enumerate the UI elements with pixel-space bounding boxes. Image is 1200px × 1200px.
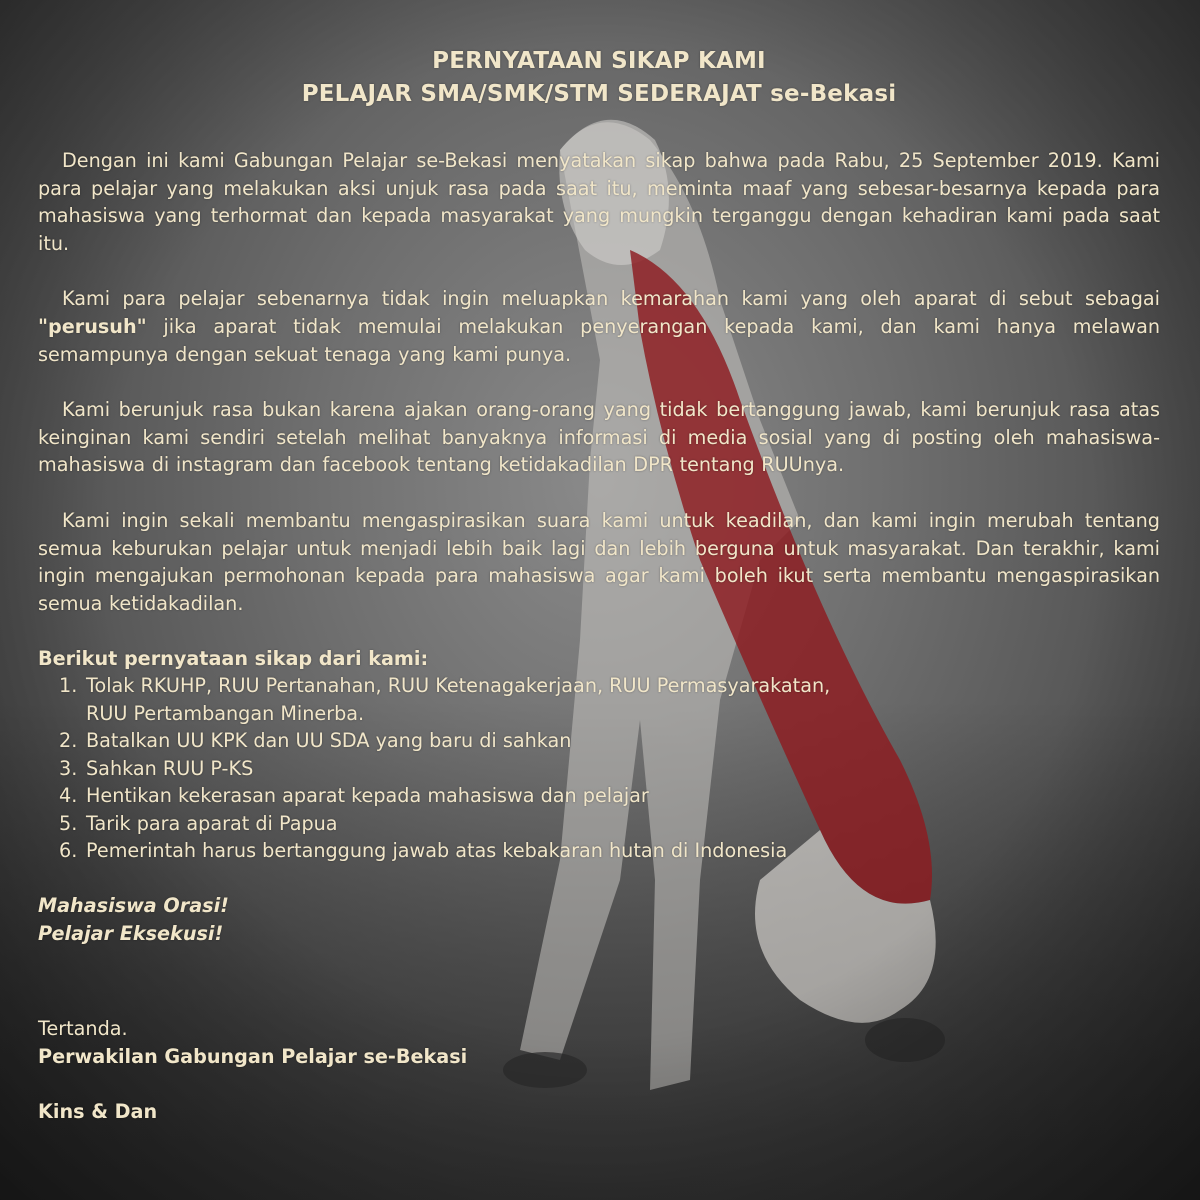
demand-text: Tarik para aparat di Papua <box>86 811 338 835</box>
demand-number: 4. <box>59 784 78 808</box>
demand-text-line: RUU Pertambangan Minerba. <box>86 701 365 725</box>
demand-item <box>59 672 1160 727</box>
title-line-1: PERNYATAAN SIKAP KAMI <box>432 48 766 74</box>
paragraph-motivation: Kami berunjuk rasa bukan karena ajakan orang-orang yang tidak bertanggung jawab, kami berunjuk rasa atas keinginan kami sendiri setelah melihat banyaknya informasi di media sosial yang di posting oleh mahasiswa-mahasiswa di instagram dan facebook tentang ketidakadilan DPR tentang RUUnya. <box>38 398 1160 477</box>
paragraph-rioters <box>38 285 1160 368</box>
demand-text <box>86 672 830 727</box>
paragraph-request: Kami ingin sekali membantu mengaspirasikan suara kami untuk keadilan, dan kami ingin merubah tentang semua keburukan pelajar untuk menjadi lebih baik lagi dan lebih berguna untuk masyarakat. Dan terakhir, kami ingin mengajukan permohonan kepada para mahasiswa agar kami boleh ikut serta membantu mengaspirasikan semua ketidakadilan. <box>38 508 1160 615</box>
paragraph-apology: Dengan ini kami Gabungan Pelajar se-Bekasi menyatakan sikap bahwa pada Rabu, 25 September 2019. Kami para pelajar yang melakukan aksi unjuk rasa pada saat itu, meminta maaf yang sebesar-besarnya kepada para mahasiswa yang terhormat dan kepada masyarakat yang mungkin terganggu dengan kehadiran kami pada saat itu. <box>38 149 1160 255</box>
demand-text: Pemerintah harus bertanggung jawab atas kebakaran hutan di Indonesia <box>86 839 788 863</box>
demand-text: Sahkan RUU P-KS <box>86 756 254 780</box>
demands-heading: Berikut pernyataan sikap dari kami: <box>38 647 429 671</box>
demand-text-line: Tolak RKUHP, RUU Pertanahan, RUU Ketenagakerjaan, RUU Permasyarakatan, <box>86 674 831 698</box>
demand-number: 3. <box>59 756 78 780</box>
statement-title <box>38 45 1160 111</box>
perusuh-quote: "perusuh" <box>38 314 147 338</box>
statement-document <box>38 45 1160 1126</box>
paragraph-rioters-text-2: jika aparat tidak memulai melakukan penyerangan kepada kami, dan kami hanya melawan semampunya dengan sekuat tenaga yang kami punya. <box>38 314 1160 366</box>
demand-number: 6. <box>59 839 78 863</box>
demand-item <box>59 810 1160 838</box>
signed-label: Tertanda. <box>38 1016 128 1040</box>
demand-text: Batalkan UU KPK dan UU SDA yang baru di sahkan <box>86 729 572 753</box>
demand-item <box>59 837 1160 865</box>
slogans <box>38 892 1160 948</box>
signers: Kins & Dan <box>38 1099 158 1123</box>
signature-block <box>38 1015 1160 1071</box>
demand-text: Hentikan kekerasan aparat kepada mahasiswa dan pelajar <box>86 784 649 808</box>
demand-item <box>59 755 1160 783</box>
demand-item <box>59 782 1160 810</box>
slogan-mahasiswa: Mahasiswa Orasi! <box>38 893 229 917</box>
demand-number: 2. <box>59 729 78 753</box>
title-line-2: PELAJAR SMA/SMK/STM SEDERAJAT se-Bekasi <box>301 81 897 107</box>
slogan-pelajar: Pelajar Eksekusi! <box>38 921 224 945</box>
organization-name: Perwakilan Gabungan Pelajar se-Bekasi <box>38 1044 468 1068</box>
demands-list <box>38 672 1160 865</box>
demand-number: 1. <box>59 674 78 698</box>
demand-item <box>59 727 1160 755</box>
paragraph-rioters-text-1: Kami para pelajar sebenarnya tidak ingin meluapkan kemarahan kami yang oleh aparat di sebut sebagai <box>62 287 1160 311</box>
demand-number: 5. <box>59 811 78 835</box>
